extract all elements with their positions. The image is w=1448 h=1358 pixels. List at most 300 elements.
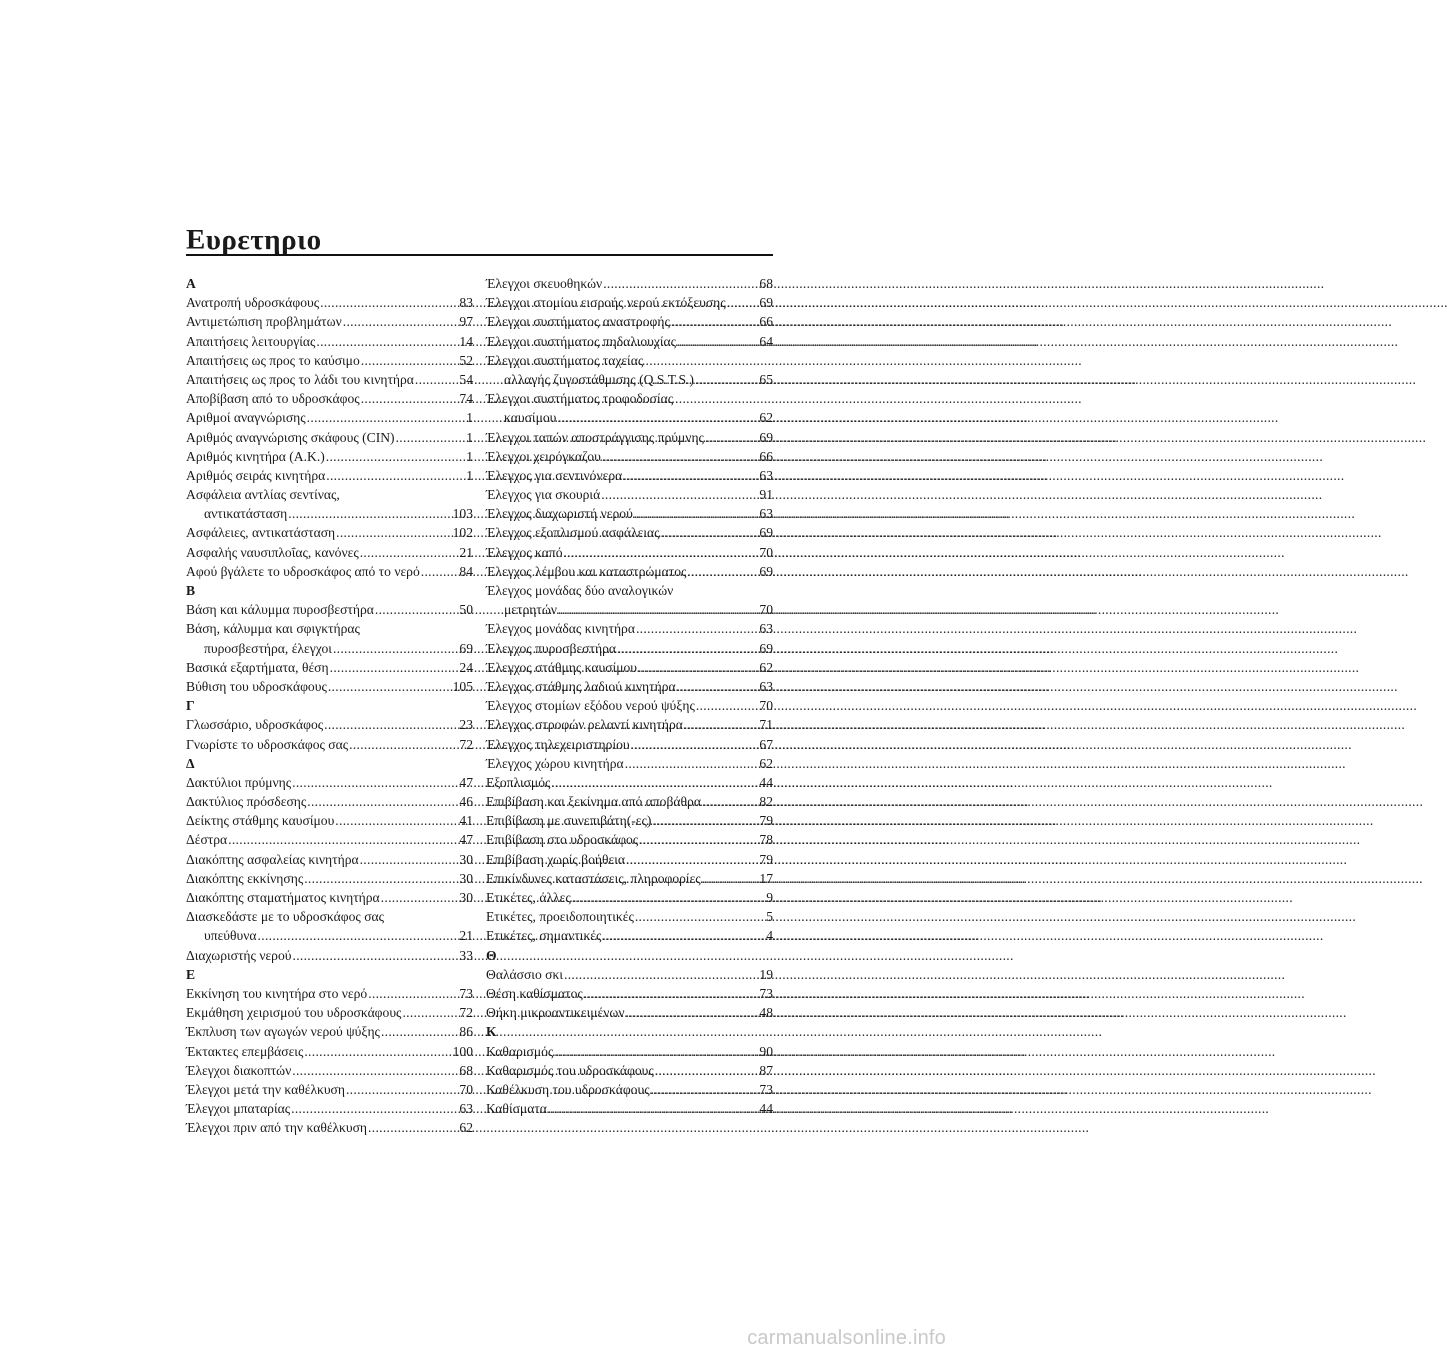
index-entry-label: Έλεγχοι σκευοθηκών [486,276,603,291]
index-entry-label: Διακόπτης εκκίνησης [186,870,304,886]
index-page-number: 87 [759,1062,773,1078]
index-entry [486,332,773,351]
index-page-number: 52 [459,352,473,368]
index-entry [186,677,473,696]
dot-leader [368,984,458,1003]
index-entry-label: Έκτακτες επεμβάσεις [186,1043,304,1059]
index-entry [186,428,473,447]
index-entry-continued [186,619,473,638]
dot-leader [375,600,459,619]
index-entry-label: Έλεγχοι διακοπτών [186,1062,292,1078]
index-entry-continued [486,581,773,600]
index-page-number: 63 [759,506,773,522]
index-entry [486,1003,773,1022]
index-entry [186,332,473,351]
index-entry-label: Έλεγχος καπό [486,544,563,560]
dot-leader [396,428,466,447]
index-page-number: 63 [759,467,773,483]
dot-leader [228,830,458,849]
index-entry-label: αλλαγής ζυγοστάθμισης (Q.S.T.S.) [504,371,694,387]
index-page-number: 1 [466,410,473,426]
dot-leader [368,1118,458,1137]
index-entry [486,274,773,293]
index-page-number: 54 [459,371,473,387]
index-page-number: 50 [459,602,473,618]
index-page-number: 4 [766,928,773,944]
index-entry [486,639,773,658]
index-entry-label: Αριθμός αναγνώρισης σκάφους (CIN) [186,429,395,445]
dot-leader [292,773,458,792]
index-entry [486,715,773,734]
index-page-number: 65 [759,371,773,387]
dot-leader [304,869,458,888]
index-letter-heading: Ε [186,966,196,982]
dot-leader [564,965,758,984]
index-entry-label: Επιβίβαση χωρίς βοήθεια [486,851,625,867]
index-entry-label: πυροσβεστήρα, έλεγχοι [204,640,332,656]
index-entry [186,1080,473,1099]
index-entry-label: Αριθμός κινητήρα (Α.Κ.) [186,448,325,464]
dot-leader [381,888,459,907]
dot-leader [603,274,758,293]
index-entry-label: υπεύθυνα [204,928,257,944]
index-entry [486,428,773,447]
dot-leader [687,562,758,581]
index-entry-label: Έλεγχος μονάδας κινητήρα [486,621,635,637]
index-entry-label: Δακτύλιοι πρύμνης [186,774,292,790]
index-page-number: 62 [759,410,773,426]
index-entry [186,869,473,888]
index-entry-label: Ετικέτες, προειδοποιητικές [486,909,634,925]
dot-leader [572,888,765,907]
dot-leader [696,696,759,715]
index-page-number: 21 [459,544,473,560]
index-entry-label: Βάση και κάλυμμα πυροσβεστήρα [186,602,374,618]
index-entry-label: Ετικέτες, άλλες [486,890,571,905]
index-entry [486,619,773,638]
index-page-number: 30 [459,851,473,867]
dot-leader [548,1099,758,1118]
index-entry [186,504,473,523]
index-entry [486,965,773,984]
index-entry-label: Επιβίβαση με συνεπιβάτη(-ες) [486,813,652,829]
index-entry-label: Έλεγχοι μετά την καθέλκυση [186,1081,345,1097]
index-entry-label: Έλεγχοι συστήματος ταχείας [486,352,644,368]
dot-leader [554,1042,758,1061]
dot-leader [635,907,765,926]
index-page-number: 73 [759,1081,773,1097]
dot-leader [326,466,465,485]
index-entry-label: Έλεγχος για σκουριά [486,487,601,503]
index-entry [486,926,773,945]
index-page-number: 79 [759,851,773,867]
dot-leader [626,1003,759,1022]
index-page-number: 1 [466,467,473,483]
dot-leader [361,389,459,408]
index-entry-label: Καθίσματα [486,1101,547,1117]
index-page-number: 91 [759,487,773,503]
index-entry [486,408,773,427]
index-page-number: 70 [759,698,773,714]
index-entry [186,408,473,427]
index-entry [186,792,473,811]
index-page-number: 68 [459,1062,473,1078]
index-page-number: 9 [766,890,773,905]
index-entry-label: Έλεγχοι πριν από την καθέλκυση [186,1120,368,1136]
index-entry-label: Δακτύλιος πρόσδεσης [186,794,307,810]
dot-leader [336,523,451,542]
index-page-number: 24 [459,659,473,675]
index-entry [486,447,773,466]
index-page-number: 70 [759,544,773,560]
dot-leader [702,792,758,811]
index-entry-continued [486,351,773,370]
index-entry-label: Καθαρισμός [486,1043,554,1059]
index-page-number: 62 [759,755,773,771]
index-page-number: 69 [759,295,773,311]
dot-leader [695,370,758,389]
index-entry-label: Έλεγχος για σεντινόνερα [486,467,623,483]
index-entry [486,1061,773,1080]
index-entry [486,773,773,792]
dot-leader [381,1022,458,1041]
index-entry [486,869,773,888]
dot-leader [684,715,759,734]
dot-leader [292,1061,458,1080]
index-entry-label: Επιβίβαση στο υδροσκάφος [486,832,639,848]
dot-leader [293,946,459,965]
index-page-number: 30 [459,890,473,905]
dot-leader [584,984,759,1003]
index-entry-label: Γνωρίστε το υδροσκάφος σας [186,736,349,752]
dot-leader [333,639,458,658]
index-entry [186,850,473,869]
index-entry [486,485,773,504]
index-letter-heading: Θ [486,947,497,963]
index-page-number: 19 [759,966,773,982]
index-letter-heading: Δ [186,755,195,771]
index-entry-label: αντικατάσταση [204,506,288,522]
index-entry [186,1118,473,1137]
index-entry [486,1099,773,1118]
index-entry [186,1061,473,1080]
index-entry-label: Δέστρα [186,832,228,848]
dot-leader [677,677,759,696]
index-entry-label: Επιβίβαση και ξεκίνημα από αποβάθρα [486,794,701,810]
index-page-number: 74 [459,391,473,407]
index-entry-label: Έλεγχοι ταπών αποστράγγισης πρύμνης [486,429,704,445]
index-letter-heading: Α [186,276,196,291]
dot-leader [655,1061,759,1080]
index-page-number: 70 [759,602,773,618]
index-page-number: 1 [466,429,473,445]
index-entry-label: Απαιτήσεις ως προς το λάδι του κινητήρα [186,371,414,387]
dot-leader [304,1042,451,1061]
index-page-number: 44 [759,774,773,790]
index-page-number: 41 [459,813,473,829]
title-rule [186,254,773,256]
index-entry [486,907,773,926]
dot-leader [320,293,458,312]
index-entry [186,351,473,370]
index-entry [486,696,773,715]
index-page-number: 70 [459,1081,473,1097]
dot-leader [564,543,759,562]
index-page-number: 14 [459,333,473,349]
dot-leader [602,447,759,466]
index-entry-label: Εκκίνηση του κινητήρα στο νερό [186,985,368,1001]
index-entry-label: Ανατροπή υδροσκάφους [186,295,320,311]
index-entry [486,735,773,754]
index-entry-label: Δείκτης στάθμης καυσίμου [186,813,335,829]
index-entry [186,447,473,466]
index-page-number: 17 [759,870,773,886]
index-page-number: 69 [459,640,473,656]
dot-leader [307,408,466,427]
index-entry-label: Θήκη μικροαντικειμένων [486,1005,625,1021]
dot-leader [326,447,465,466]
index-entry-label: Απαιτήσεις ως προς το καύσιμο [186,352,360,368]
dot-leader [651,1080,759,1099]
index-entry-label: Έλεγχος στάθμης καυσίμου [486,659,638,675]
index-entry [486,677,773,696]
dot-leader [316,332,458,351]
index-entry [186,389,473,408]
dot-leader [328,677,452,696]
index-entry [486,600,773,619]
index-entry-label: Βασικά εξαρτήματα, θέση [186,659,329,675]
index-entry [186,1022,473,1041]
dot-leader [625,754,759,773]
dot-leader [636,619,758,638]
dot-leader [335,811,458,830]
index-entry [186,926,473,945]
dot-leader [415,370,458,389]
index-entry-continued [186,485,473,504]
index-page-number: 30 [459,870,473,886]
dot-leader [558,600,758,619]
index-entry [186,293,473,312]
index-entry-label: Έλεγχοι συστήματος αναστροφής [486,314,670,330]
index-page-number: 69 [759,525,773,541]
index-entry-label: Έλεγχος στάθμης λαδιού κινητήρα [486,678,676,694]
index-entry [186,715,473,734]
index-entry [186,1003,473,1022]
index-page-number: 66 [759,314,773,330]
index-letter-heading: Β [186,583,196,598]
index-page-number: 67 [759,736,773,752]
index-entry [486,1042,773,1061]
index-page-number: 69 [759,563,773,579]
index-entry [486,504,773,523]
dot-leader [602,926,765,945]
index-entry-label: Έλεγχος στομίων εξόδου νερού ψύξης [486,698,695,714]
index-entry [486,1080,773,1099]
index-entry-continued [486,389,773,408]
dot-leader [639,830,758,849]
index-page-number: 44 [759,1101,773,1117]
index-page-number: 46 [459,794,473,810]
index-entry [186,466,473,485]
index-entry-label: Αποβίβαση από το υδροσκάφος [186,391,360,407]
index-page-number: 103 [452,506,473,522]
index-entry [486,466,773,485]
index-entry-label: Βάση, κάλυμμα και σφιγκτήρας [186,621,360,637]
index-page-number: 82 [759,794,773,810]
index-entry-label: Καθέλκυση του υδροσκάφους [486,1081,650,1097]
index-entry-label: Βύθιση του υδροσκάφους [186,678,327,694]
dot-leader [626,850,758,869]
index-entry-label: Αντιμετώπιση προβλημάτων [186,314,342,330]
index-letter-heading: Κ [486,1024,497,1040]
index-page-number: 47 [459,832,473,848]
dot-leader [421,562,459,581]
dot-leader [330,658,459,677]
index-page-number: 63 [459,1101,473,1117]
index-entry-label: Έλεγχος χώρου κινητήρα [486,755,624,771]
dot-leader [551,773,758,792]
dot-leader [349,735,458,754]
index-entry-label: Έλεγχος διαχωριστή νερού [486,506,633,522]
dot-leader [557,408,758,427]
index-page-number: 69 [759,640,773,656]
index-entry-label: Αριθμοί αναγνώρισης [186,410,306,426]
index-entry-label: Έλεγχοι χειρόγκαζου [486,448,601,464]
index-entry [186,312,473,331]
index-page-number: 72 [459,1005,473,1021]
dot-leader [677,332,758,351]
index-page-number: 47 [459,774,473,790]
index-page-number: 62 [759,659,773,675]
dot-leader [402,1003,458,1022]
index-entry-label: Εξοπλισμός [486,774,551,790]
dot-leader [638,658,758,677]
index-entry-label: Έλεγχος τηλεχειριστηρίου [486,736,630,752]
index-page-number: 100 [452,1043,473,1059]
index-entry-label: Έλεγχος στροφών ρελαντί κινητήρα [486,717,683,733]
dot-leader [258,926,459,945]
index-entry-label: Ασφαλής ναυσιπλοΐας, κανόνες [186,544,359,560]
index-page-number: 78 [759,832,773,848]
dot-leader [617,639,758,658]
index-entry [486,888,773,907]
dot-leader [727,293,759,312]
index-entry [186,1042,473,1061]
index-page-number: 64 [759,333,773,349]
index-entry [186,984,473,1003]
index-entry [186,830,473,849]
index-entry-label: Έλεγχοι συστήματος τροφοδοσίας [486,391,674,407]
index-entry-label: Αριθμός σειράς κινητήρα [186,467,326,483]
index-page-number: 33 [459,947,473,963]
index-page-number: 72 [459,736,473,752]
index-entry [486,830,773,849]
dot-leader [307,792,458,811]
index-entry [486,370,773,389]
index-entry [486,658,773,677]
index-entry [486,543,773,562]
index-entry-label: Διακόπτης σταματήματος κινητήρα [186,890,380,905]
index-page-number: 90 [759,1043,773,1059]
dot-leader [346,1080,458,1099]
index-page-number: 105 [452,678,473,694]
index-entry [486,523,773,542]
index-entry-label: Διακόπτης ασφαλείας κινητήρα [186,851,359,867]
index-entry-label: Έκπλυση των αγωγών νερού ψύξης [186,1024,380,1040]
index-page-number: 73 [459,985,473,1001]
index-page-number: 63 [759,678,773,694]
index-page-number: 83 [459,295,473,311]
index-page-number: 66 [759,448,773,464]
index-entry-label: Θαλάσσιο σκι [486,966,563,982]
index-letter-heading: Γ [186,698,195,714]
index-entry-label: Αφού βγάλετε το υδροσκάφος από το νερό [186,563,420,579]
index-entry [186,658,473,677]
index-entry-label: καυσίμου [504,410,557,426]
index-page-number: 23 [459,717,473,733]
dot-leader [705,428,758,447]
index-column-right [486,274,773,1118]
index-entry-label: Επικίνδυνες καταστάσεις, πληροφορίες [486,870,701,886]
index-entry [186,811,473,830]
index-page-number: 68 [759,276,773,291]
index-entry-label: Έλεγχοι στομίου εισροής νερού εκτόξευσης [486,295,726,311]
index-entry-label: Ασφάλεια αντλίας σεντίνας, [186,487,340,503]
index-page-number: 48 [759,1005,773,1021]
index-entry [186,946,473,965]
index-entry [486,754,773,773]
index-entry-label: Έλεγχοι μπαταρίας [186,1101,291,1117]
index-page-number: 71 [759,717,773,733]
index-entry-label: Διασκεδάστε με το υδροσκάφος σας [186,909,385,925]
index-page-number: 73 [759,985,773,1001]
index-entry-label: μετρητών [504,602,557,618]
index-page-number: 69 [759,429,773,445]
index-entry [186,600,473,619]
index-entry-label: Έλεγχος λέμβου και καταστρώματος [486,563,687,579]
index-entry-label: Έλεγχοι συστήματος πηδαλιουχίας [486,333,677,349]
index-entry-label: Εκμάθηση χειρισμού του υδροσκάφους [186,1005,402,1021]
index-page-number: 62 [459,1120,473,1136]
index-page-number: 97 [459,314,473,330]
index-entry-label: Καθαρισμός του υδροσκάφους [486,1062,654,1078]
index-page-number: 102 [452,525,473,541]
index-entry-label: Ετικέτες, σημαντικές [486,928,602,944]
index-page-number: 21 [459,928,473,944]
index-entry [486,293,773,312]
dot-leader [634,504,759,523]
index-entry [486,850,773,869]
index-entry [486,312,773,331]
index-entry [186,639,473,658]
dot-leader [291,1099,458,1118]
index-entry [186,562,473,581]
index-entry [186,735,473,754]
index-page-number: 84 [459,563,473,579]
index-page-number: 86 [459,1024,473,1040]
index-entry [486,792,773,811]
index-entry-label: Απαιτήσεις λειτουργίας [186,333,316,349]
dot-leader [601,485,758,504]
index-entry [486,811,773,830]
index-page-number: 79 [759,813,773,829]
index-entry [186,888,473,907]
dot-leader [623,466,758,485]
dot-leader [360,850,459,869]
index-entry [486,562,773,581]
index-entry [486,984,773,1003]
index-column-left [186,274,473,1137]
